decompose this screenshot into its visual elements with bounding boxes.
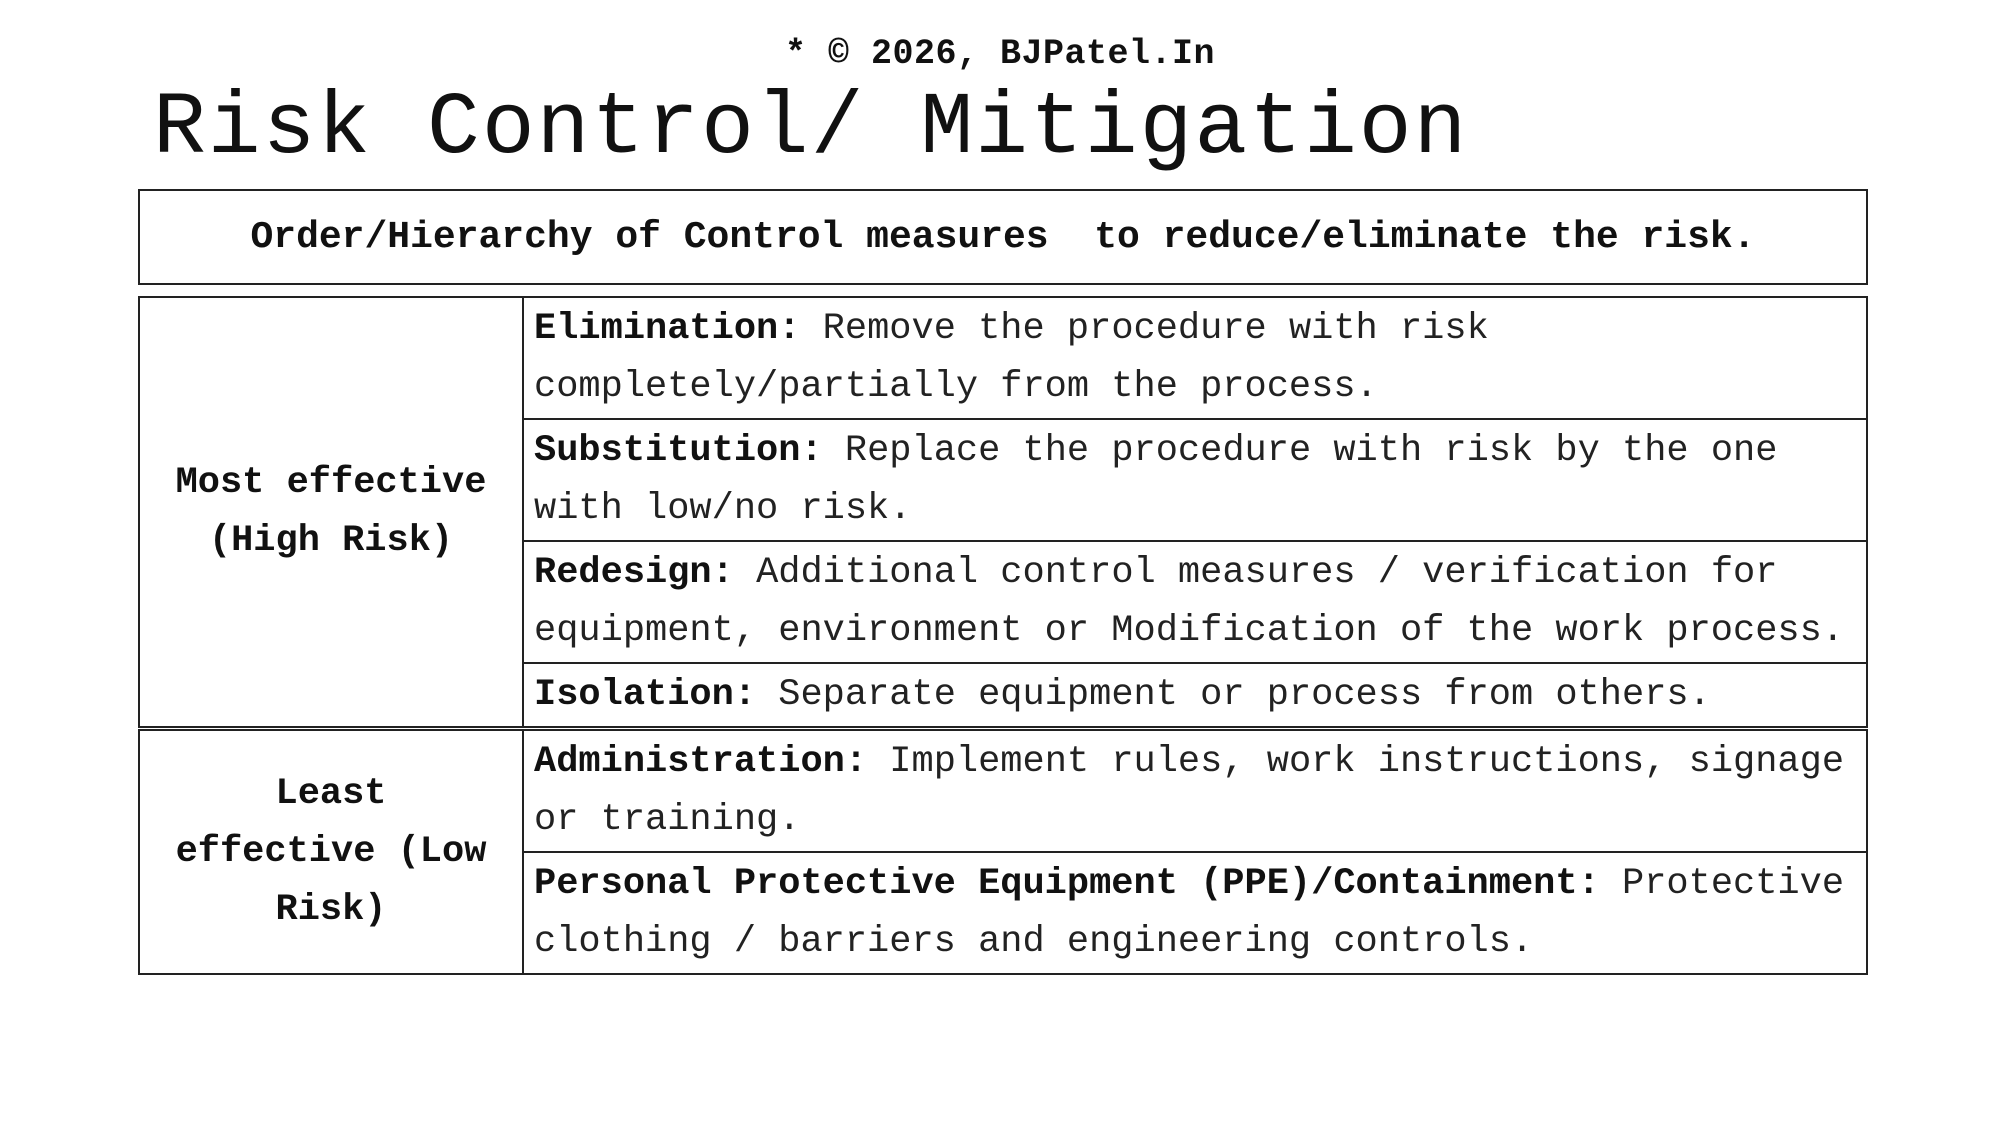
measure-description: Replace the procedure with risk by the one with low/no risk. (534, 430, 1778, 530)
measure-substitution (523, 419, 1867, 541)
measure-name: Isolation: (534, 674, 757, 716)
measure-name: Elimination: (534, 308, 801, 350)
table-row (139, 729, 1867, 853)
measure-name: Personal Protective Equipment (PPE)/Containment: (534, 863, 1600, 905)
group-label-line: effective (Low (175, 831, 487, 873)
measure-administration (523, 729, 1867, 853)
group-label-line: Risk) (275, 889, 387, 931)
measure-redesign (523, 541, 1867, 663)
control-hierarchy-table (138, 296, 1868, 975)
group-label-line: Most effective (175, 462, 487, 504)
group-label-line: (High Risk) (208, 520, 454, 562)
measure-ppe (523, 852, 1867, 974)
measure-description: Remove the procedure with risk completely/partially from the process. (534, 308, 1489, 408)
measure-name: Redesign: (534, 552, 734, 594)
copyright-notice: * © 2026, BJPatel.In (784, 34, 1216, 74)
measure-isolation (523, 663, 1867, 729)
table-header: Order/Hierarchy of Control measures to reduce/eliminate the risk. (138, 189, 1868, 285)
table-row (139, 297, 1867, 419)
measure-description: Implement rules, work instructions, signage or training. (534, 741, 1845, 841)
measure-name: Administration: (534, 741, 868, 783)
measure-elimination (523, 297, 1867, 419)
group-label-least-effective (139, 729, 523, 975)
page-title: Risk Control/ Mitigation (153, 80, 1469, 179)
measure-description: Protective clothing / barriers and engineering controls. (534, 863, 1845, 963)
measure-description: Separate equipment or process from others. (778, 674, 1711, 716)
group-label-line: Least (275, 773, 387, 815)
measure-description: Additional control measures / verification for equipment, environment or Modification of the work process. (534, 552, 1845, 652)
group-label-most-effective (139, 297, 523, 729)
measure-name: Substitution: (534, 430, 823, 472)
